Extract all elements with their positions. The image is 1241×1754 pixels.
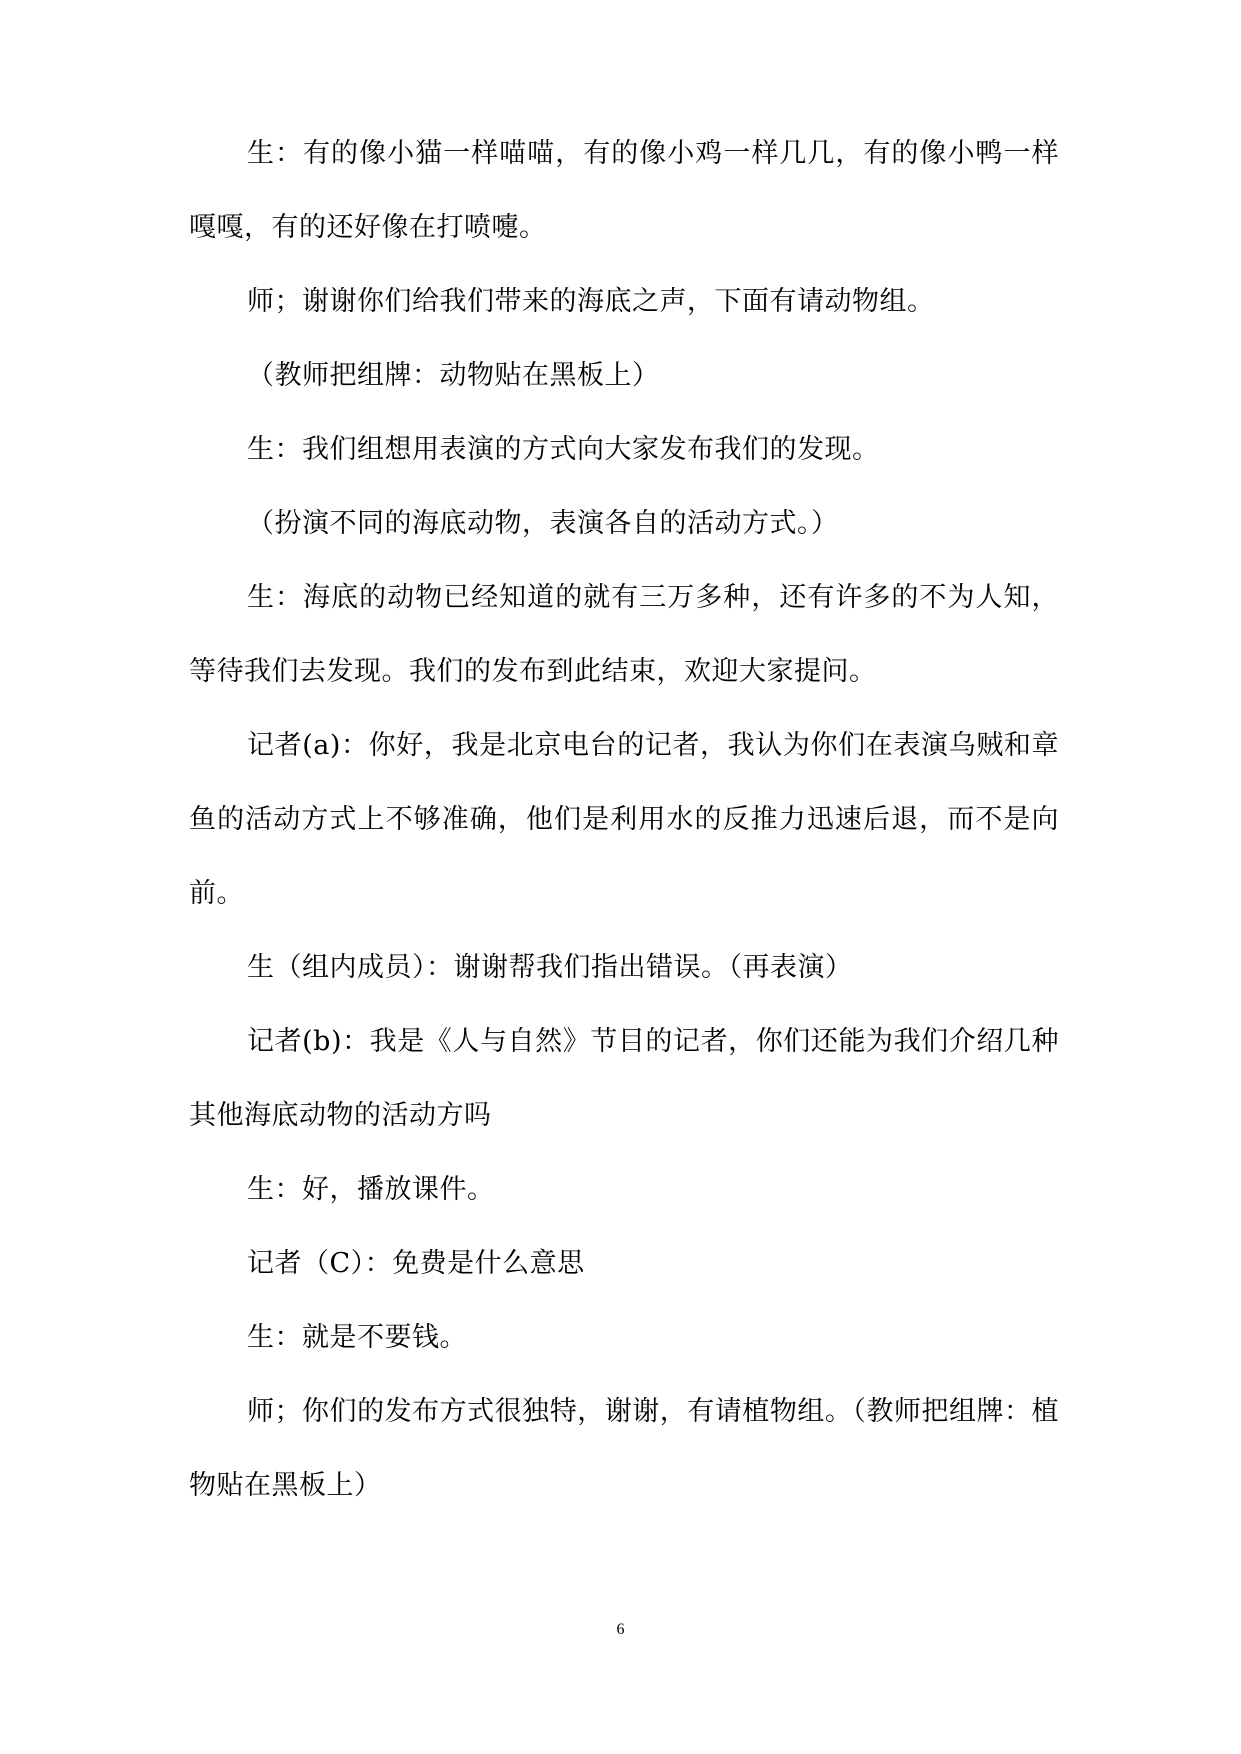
- page-number: 6: [616, 1621, 625, 1638]
- paragraph-student-answer: 生：就是不要钱。: [247, 1322, 467, 1353]
- paragraph-reporter-c: 记者（C）：免费是什么意思: [247, 1248, 585, 1279]
- paragraph-stage-direction-acting: （扮演不同的海底动物，表演各自的活动方式。）: [247, 508, 839, 539]
- paragraph-reporter-a: 记者(a)：你好，我是北京电台的记者，我认为你们在表演乌贼和章鱼的活动方式上不够准确，他们是利用水的反推力迅速后退，而不是向前。: [189, 730, 1059, 909]
- paragraph-student-sounds: 生：有的像小猫一样喵喵，有的像小鸡一样几几，有的像小鸭一样嘎嘎，有的还好像在打喷嚏。: [189, 138, 1059, 243]
- paragraph-student-group-member: 生（组内成员）：谢谢帮我们指出错误。（再表演）: [247, 952, 853, 983]
- paragraph-teacher-plant-group: 师；你们的发布方式很独特，谢谢，有请植物组。（教师把组牌：植物贴在黑板上）: [189, 1396, 1059, 1501]
- paragraph-student-courseware: 生：好，播放课件。: [247, 1174, 495, 1205]
- paragraph-student-conclusion: 生：海底的动物已经知道的就有三万多种，还有许多的不为人知，等待我们去发现。我们的发布到此结束，欢迎大家提问。: [189, 582, 1059, 687]
- paragraph-teacher-thanks: 师；谢谢你们给我们带来的海底之声，下面有请动物组。: [247, 286, 935, 317]
- paragraph-student-performance: 生：我们组想用表演的方式向大家发布我们的发现。: [247, 434, 880, 465]
- paragraph-reporter-b: 记者(b)：我是《人与自然》节目的记者，你们还能为我们介绍几种其他海底动物的活动方吗: [189, 1026, 1059, 1131]
- paragraph-stage-direction-animal-sign: （教师把组牌：动物贴在黑板上）: [247, 360, 660, 391]
